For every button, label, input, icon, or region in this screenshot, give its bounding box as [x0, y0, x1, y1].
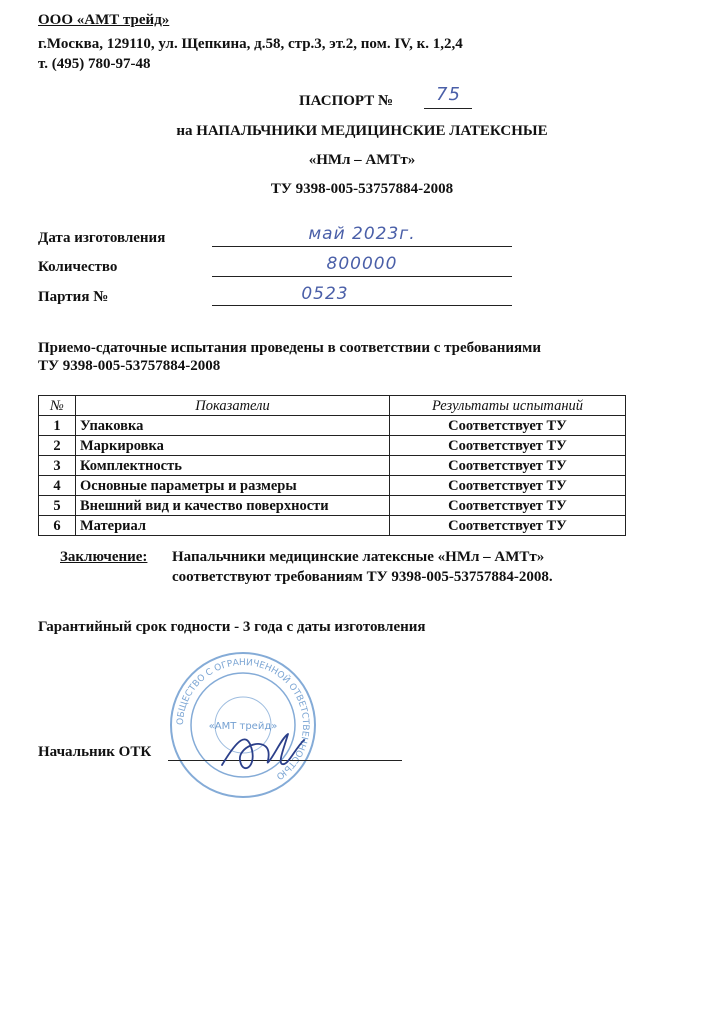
row-name: Комплектность	[76, 456, 390, 476]
row-name: Материал	[76, 516, 390, 536]
row-name: Маркировка	[76, 436, 390, 456]
conclusion-line1: Напальчники медицинские латексные «НМл – АМТт»	[172, 549, 545, 565]
date-label: Дата изготовления	[38, 230, 166, 246]
batch-label: Партия №	[38, 289, 109, 305]
warranty-text: Гарантийный срок годности - 3 года с даты изготовления	[38, 619, 426, 635]
row-result: Соответствует ТУ	[390, 496, 626, 516]
title-spec: ТУ 9398-005-53757884-2008	[270, 181, 454, 197]
passport-number: 75	[436, 84, 461, 105]
date-value: май 2023г.	[308, 224, 416, 244]
passport-label: ПАСПОРТ №	[299, 93, 394, 109]
header-results: Результаты испытаний	[390, 396, 626, 416]
stamp-outer-text: ОБЩЕСТВО С ОГРАНИЧЕННОЙ ОТВЕТСТВЕННОСТЬЮ	[175, 657, 311, 782]
table-row	[39, 476, 626, 496]
table-row	[39, 516, 626, 536]
org-phone: т. (495) 780-97-48	[38, 56, 151, 72]
table-row	[39, 496, 626, 516]
org-name: ООО «АМТ трейд»	[38, 12, 170, 28]
conclusion-line2: соответствуют требованиям ТУ 9398-005-53757884-2008.	[172, 569, 553, 585]
title-line1: на НАПАЛЬЧНИКИ МЕДИЦИНСКИЕ ЛАТЕКСНЫЕ	[176, 123, 548, 139]
row-result: Соответствует ТУ	[390, 416, 626, 436]
row-num: 4	[39, 476, 76, 496]
table-row	[39, 456, 626, 476]
org-address: г.Москва, 129110, ул. Щепкина, д.58, стр.3, эт.2, пом. IV, к. 1,2,4	[38, 36, 463, 52]
stamp-center-text: «АМТ трейд»	[208, 721, 278, 732]
row-num: 2	[39, 436, 76, 456]
quantity-value: 800000	[326, 254, 398, 274]
row-name: Внешний вид и качество поверхности	[76, 496, 390, 516]
table-row	[39, 436, 626, 456]
row-num: 6	[39, 516, 76, 536]
header-indicators: Показатели	[76, 396, 390, 416]
row-result: Соответствует ТУ	[390, 456, 626, 476]
batch-value: 0523	[301, 284, 349, 304]
row-result: Соответствует ТУ	[390, 476, 626, 496]
row-name: Основные параметры и размеры	[76, 476, 390, 496]
results-table	[38, 395, 626, 536]
conclusion-label: Заключение:	[60, 549, 148, 565]
header-num: №	[39, 396, 76, 416]
quantity-label: Количество	[38, 259, 118, 275]
passport-number-line	[424, 108, 472, 109]
signature-label: Начальник ОТК	[38, 744, 152, 760]
quantity-line	[212, 276, 512, 277]
batch-line	[212, 305, 512, 306]
row-num: 1	[39, 416, 76, 436]
signature-scribble-icon	[212, 720, 312, 780]
row-num: 5	[39, 496, 76, 516]
date-line	[212, 246, 512, 247]
table-row	[39, 416, 626, 436]
row-name: Упаковка	[76, 416, 390, 436]
row-result: Соответствует ТУ	[390, 516, 626, 536]
tests-intro-line1: Приемо-сдаточные испытания проведены в соответствии с требованиями	[38, 340, 541, 356]
title-line2: «НМл – АМТт»	[308, 152, 416, 168]
row-num: 3	[39, 456, 76, 476]
tests-intro-line2: ТУ 9398-005-53757884-2008	[38, 358, 221, 374]
row-result: Соответствует ТУ	[390, 436, 626, 456]
table-header-row	[39, 396, 626, 416]
